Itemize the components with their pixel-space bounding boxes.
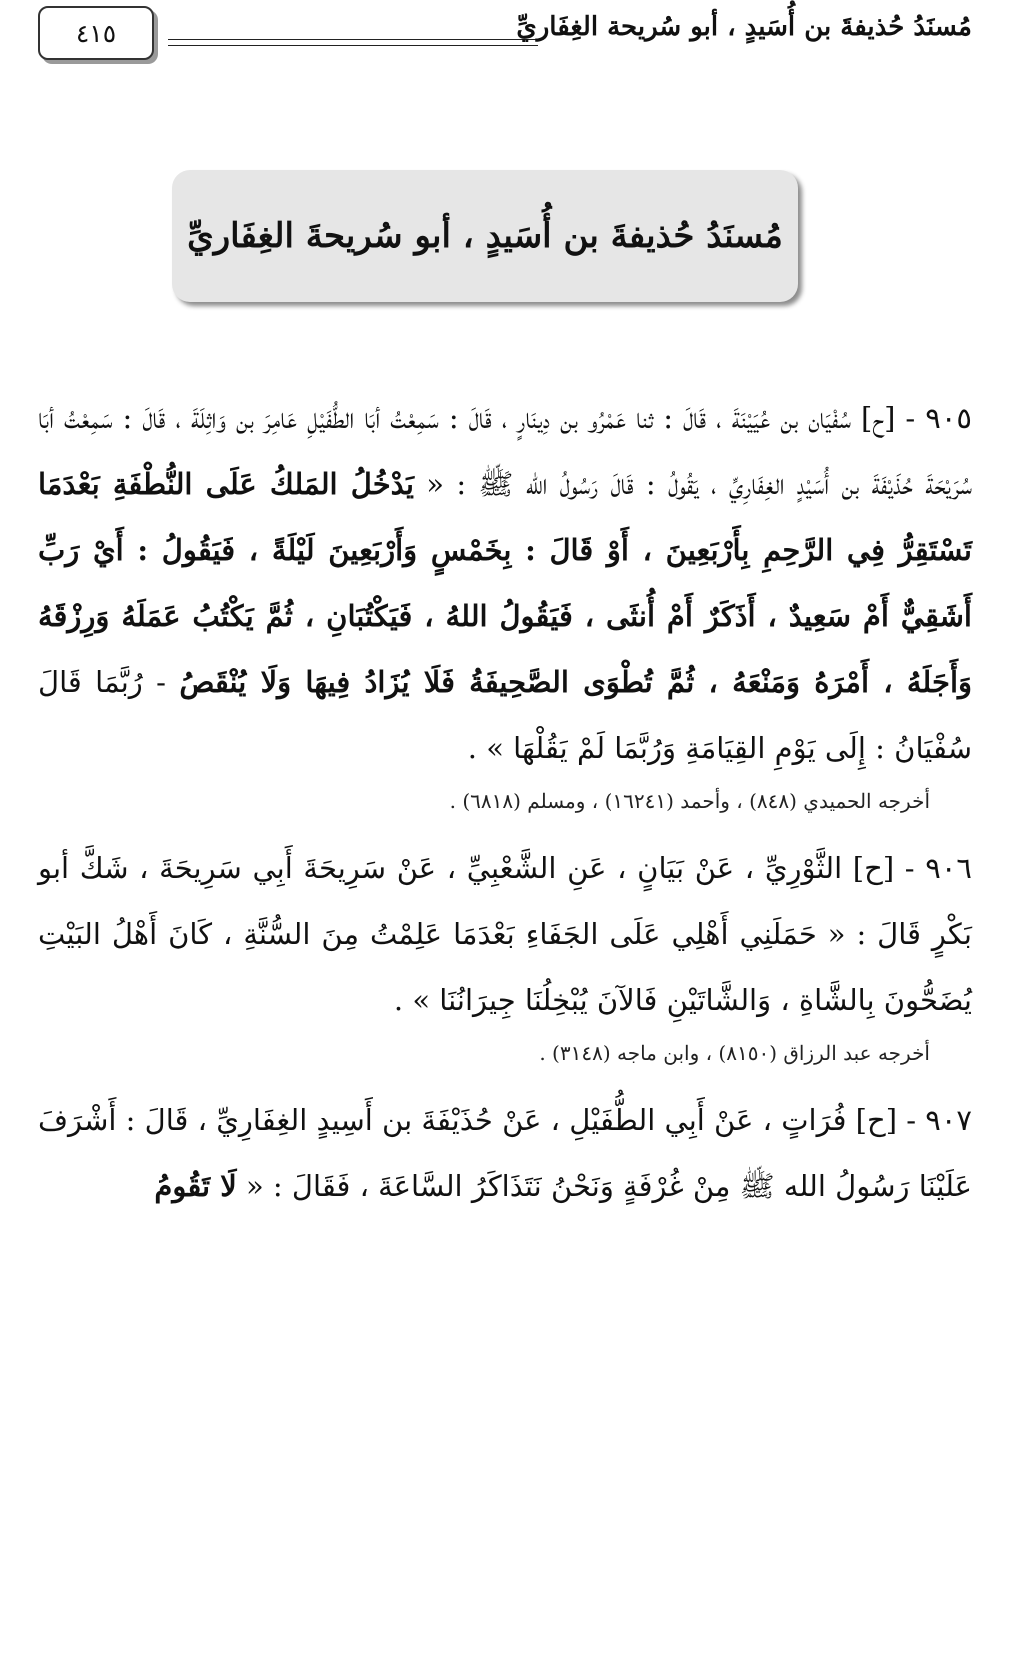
- hadith-isnad: ٩٠٥ - [ح] سُفْيَان بن عُيَيْنَةَ ، قَالَ : ثنا عَمْرُو بن دِينَارٍ ، قَالَ : سَمِعْتُ أبَا الطُّفَيْلِ عَامِرَ بن وَاثِلَةَ ، قَالَ : سَمِعْتُ أبَا سُرَيْحَةَ حُذَيْفَةَ بن أُسَيْدٍ الغِفَارِيِّ ، يَقُولُ : قَالَ رَسُولُ الله ﷺ : «: [38, 401, 972, 501]
- hadith-907: [38, 1087, 972, 1219]
- chapter-title: مُسنَدُ حُذيفةَ بن أُسَيدٍ ، أبو سُريحةَ الغِفَاريِّ: [187, 216, 783, 256]
- hadith-905: [38, 385, 972, 781]
- hadith-isnad: ٩٠٧ - [ح] فُرَاتٍ ، عَنْ أَبِي الطُّفَيْلِ ، عَنْ حُذَيْفَةَ بن أَسِيدٍ الغِفَارِيِّ ، قَالَ : أَشْرَفَ عَلَيْنَا رَسُولُ الله ﷺ مِنْ غُرْفَةٍ وَنَحْنُ نَتَذَاكَرُ السَّاعَةَ ، فَقَالَ : «: [38, 1103, 972, 1203]
- header-rule: [168, 39, 538, 40]
- chapter-heading-box: [172, 170, 798, 302]
- page-number: ٤١٥: [38, 6, 154, 60]
- header-rule: [168, 45, 538, 46]
- hadith-tail: - رُبَّمَا قَالَ سُفْيَانُ : إِلَى يَوْمِ القِيَامَةِ وَرُبَّمَا لَمْ يَقُلْهَا » .: [38, 665, 972, 765]
- running-header: [38, 6, 972, 66]
- takhrij-note: أخرجه عبد الرزاق (٨١٥٠) ، وابن ماجه (٣١٤٨) .: [539, 1041, 930, 1065]
- hadith-matn: يَدْخُلُ المَلكُ عَلَى النُّطْفَةِ بَعْدَمَا تَسْتَقِرُّ فِي الرَّحِمِ بِأَرْبَعِينَ ، أَوْ قَالَ : بِخَمْسٍ وَأَرْبَعِينَ لَيْلَةً ، فَيَقُولُ : أَيْ رَبِّ أَشَقِيٌّ أَمْ سَعِيدٌ ، أَذَكَرٌ أَمْ أُنثَى ، فَيَقُولُ اللهُ ، فَيَكْتُبَانِ ، ثُمَّ يَكْتُبُ عَمَلَهُ وَرِزْقَهُ وَأَجَلَهُ ، أَمْرَهُ وَمَنْعَهُ ، ثُمَّ تُطْوَى الصَّحِيفَةُ فَلَا يُزَادُ فِيهَا وَلَا يُنْقَصُ: [38, 467, 973, 699]
- hadith-906: ٩٠٦ - [ح] الثَّوْرِيِّ ، عَنْ بَيَانٍ ، عَنِ الشَّعْبِيِّ ، عَنْ سَرِيحَةَ أَبِي سَرِيحَةَ ، شَكَّ أبو بَكْرٍ قَالَ : « حَمَلَنِي أَهْلِي عَلَى الجَفَاءِ بَعْدَمَا عَلِمْتُ مِنَ السُّنَّةِ ، كَانَ أَهْلُ البَيْتِ يُضَحُّونَ بِالشَّاةِ ، وَالشَّاتَيْنِ فَالآنَ يُبْخِلُنَا جِيرَانُنَا » .: [38, 851, 972, 1017]
- hadith-matn: لَا تَقُومُ: [154, 1169, 237, 1203]
- takhrij-note: أخرجه الحميدي (٨٤٨) ، وأحمد (١٦٢٤١) ، ومسلم (٦٨١٨) .: [449, 789, 930, 813]
- running-title: مُسنَدُ حُذيفةَ بن أُسَيدٍ ، أبو سُريحة الغِفَاريِّ: [516, 12, 972, 42]
- page-body: [38, 385, 972, 1219]
